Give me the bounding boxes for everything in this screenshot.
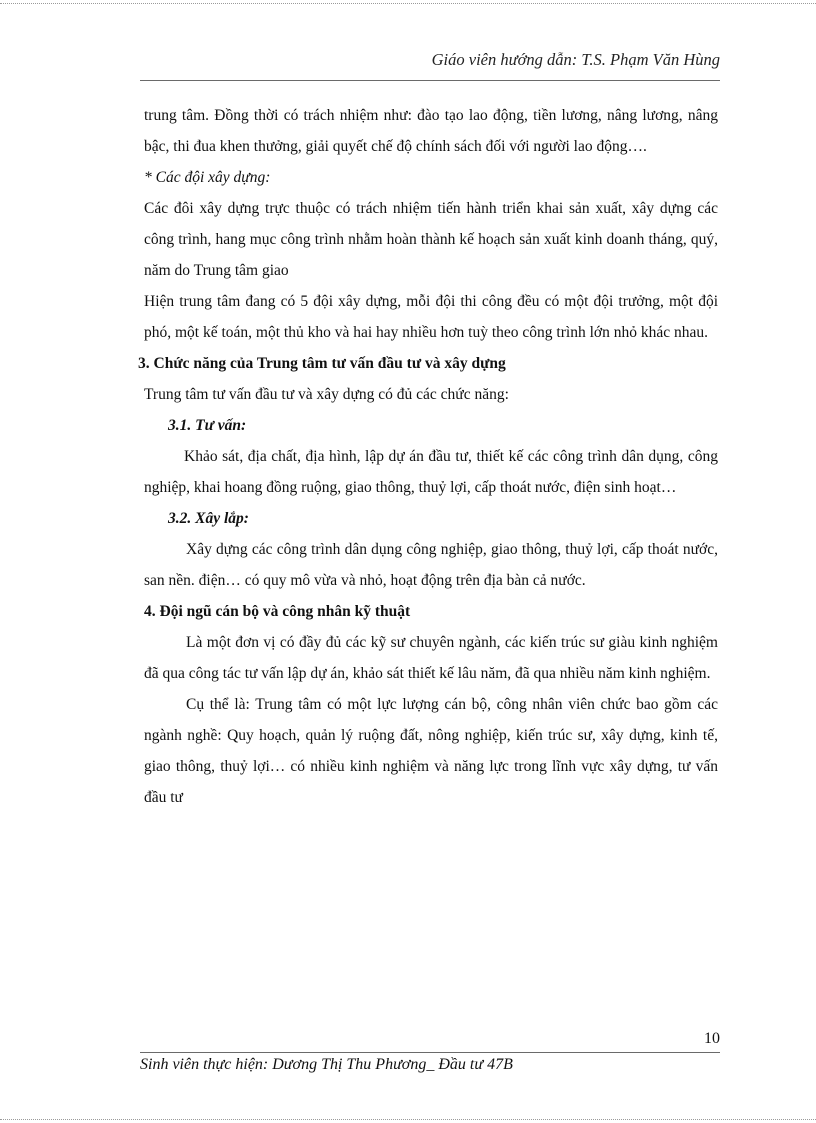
paragraph-teams-count: Hiện trung tâm đang có 5 đội xây dựng, mỗi đội thi công đều có một đội trưởng, một đội phó, một kế toán, một thủ kho và hai hay nhiều hơn tuỳ theo công trình lớn nhỏ khác nhau. xyxy=(144,293,718,341)
section-3-intro: Trung tâm tư vấn đầu tư và xây dựng có đủ các chức năng: xyxy=(144,386,509,403)
subsection-3-2-text: Xây dựng các công trình dân dụng công nghiệp, giao thông, thuỷ lợi, cấp thoát nước, san nền. điện… có quy mô vừa và nhỏ, hoạt động trên địa bàn cả nước. xyxy=(144,541,718,589)
section-4-paragraph-2: Cụ thể là: Trung tâm có một lực lượng cán bộ, công nhân viên chức bao gồm các ngành nghề: Quy hoạch, quản lý ruộng đất, nông nghiệp, kiến trúc sư, xây dựng, kinh tế, giao thông, thuỷ lợi… có nhiều kinh nghiệm và năng lực trong lĩnh vực xây dựng, tư vấn đầu tư xyxy=(144,696,718,806)
paragraph-responsibilities: trung tâm. Đồng thời có trách nhiệm như: đào tạo lao động, tiền lương, nâng lương, nâng bậc, thi đua khen thưởng, giải quyết chế độ chính sách đối với người lao động…. xyxy=(144,107,718,155)
page-header: Giáo viên hướng dẫn: T.S. Phạm Văn Hùng xyxy=(431,50,720,69)
page-number: 10 xyxy=(704,1030,720,1047)
section-4-title: 4. Đội ngũ cán bộ và công nhân kỹ thuật xyxy=(144,603,411,620)
subsection-3-1-title: 3.1. Tư vấn: xyxy=(168,417,247,434)
section-4-paragraph-1: Là một đơn vị có đầy đủ các kỹ sư chuyên ngành, các kiến trúc sư giàu kinh nghiệm đã qua công tác tư vấn lập dự án, khảo sát thiết kế lâu năm, đã qua nhiều năm kinh nghiệm. xyxy=(144,634,718,682)
paragraph-teams-duties: Các đôi xây dựng trực thuộc có trách nhiệm tiến hành triển khai sản xuất, xây dựng các công trình, hang mục công trình nhằm hoàn thành kế hoạch sản xuất kinh doanh tháng, quý, năm do Trung tâm giao xyxy=(144,200,718,279)
subsection-3-1-text: Khảo sát, địa chất, địa hình, lập dự án đầu tư, thiết kế các công trình dân dụng, công nghiệp, khai hoang đồng ruộng, giao thông, thuỷ lợi, cấp thoát nước, điện sinh hoạt… xyxy=(144,448,718,496)
section-3-title: 3. Chức năng của Trung tâm tư vấn đầu tư và xây dựng xyxy=(138,355,506,372)
subsection-3-2-title: 3.2. Xây lắp: xyxy=(168,510,249,527)
header-rule xyxy=(140,80,720,81)
page-bottom-dotted-border xyxy=(0,1119,816,1120)
subheading-construction-teams: * Các đội xây dựng: xyxy=(144,169,271,186)
document-body xyxy=(138,100,718,813)
page-footer: Sinh viên thực hiện: Dương Thị Thu Phương_ Đầu tư 47B xyxy=(140,1052,720,1074)
page-top-dotted-border xyxy=(0,3,816,4)
